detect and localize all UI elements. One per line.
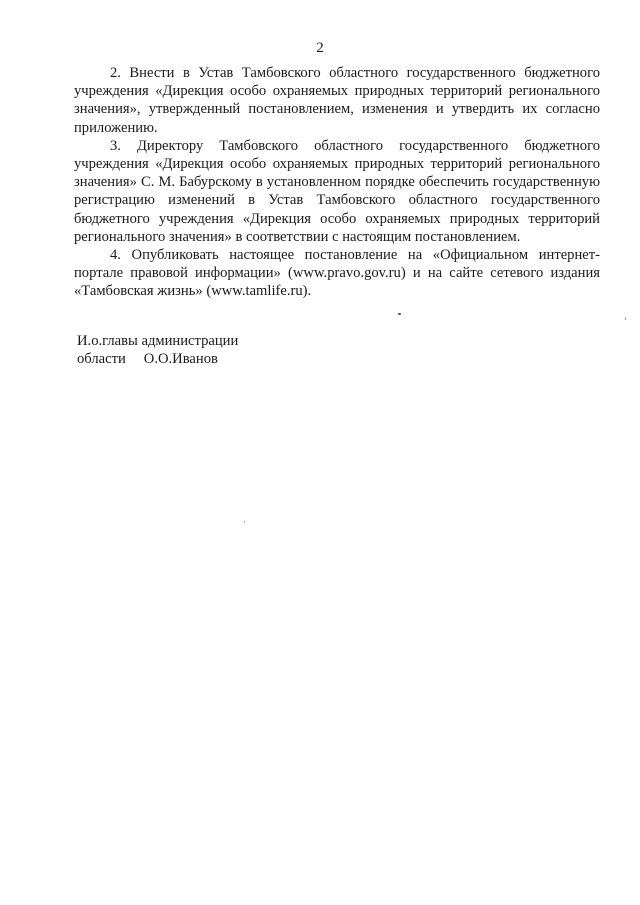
signatory-line — [77, 350, 238, 368]
scan-speck — [625, 317, 626, 320]
scan-speck — [398, 313, 401, 315]
paragraph-item-3: 3. Директору Тамбовского областного государственного бюджетного учреждения «Дирекция особо охраняемых природных территорий регионального значения» С. М. Бабурскому в установленном порядке обеспечить государственную регистрацию изменений в Устав Тамбовского областного государственного бюджетного учреждения «Дирекция особо охраняемых природных территорий регионального значения» в соответствии с настоящим постановлением. — [74, 137, 600, 245]
paragraph-item-4: 4. Опубликовать настоящее постановление на «Официальном интернет-портале правовой информации» (www.pravo.gov.ru) и на сайте сетевого издания «Тамбовская жизнь» (www.tamlife.ru). — [74, 247, 600, 300]
paragraph-item-2: 2. Внести в Устав Тамбовского областного государственного бюджетного учреждения «Дирекция особо охраняемых природных территорий регионального значения», утвержденный постановлением, изменения и утвердить их согласно приложению. — [74, 65, 600, 136]
signatory-name: О.О.Иванов — [143, 351, 218, 367]
signatory-position: И.о.главы администрации — [77, 333, 239, 349]
document-body — [74, 64, 600, 301]
page-number: 2 — [316, 40, 324, 56]
signatory-region: области — [77, 351, 126, 367]
signature-block — [77, 332, 238, 368]
scan-speck — [244, 521, 245, 523]
